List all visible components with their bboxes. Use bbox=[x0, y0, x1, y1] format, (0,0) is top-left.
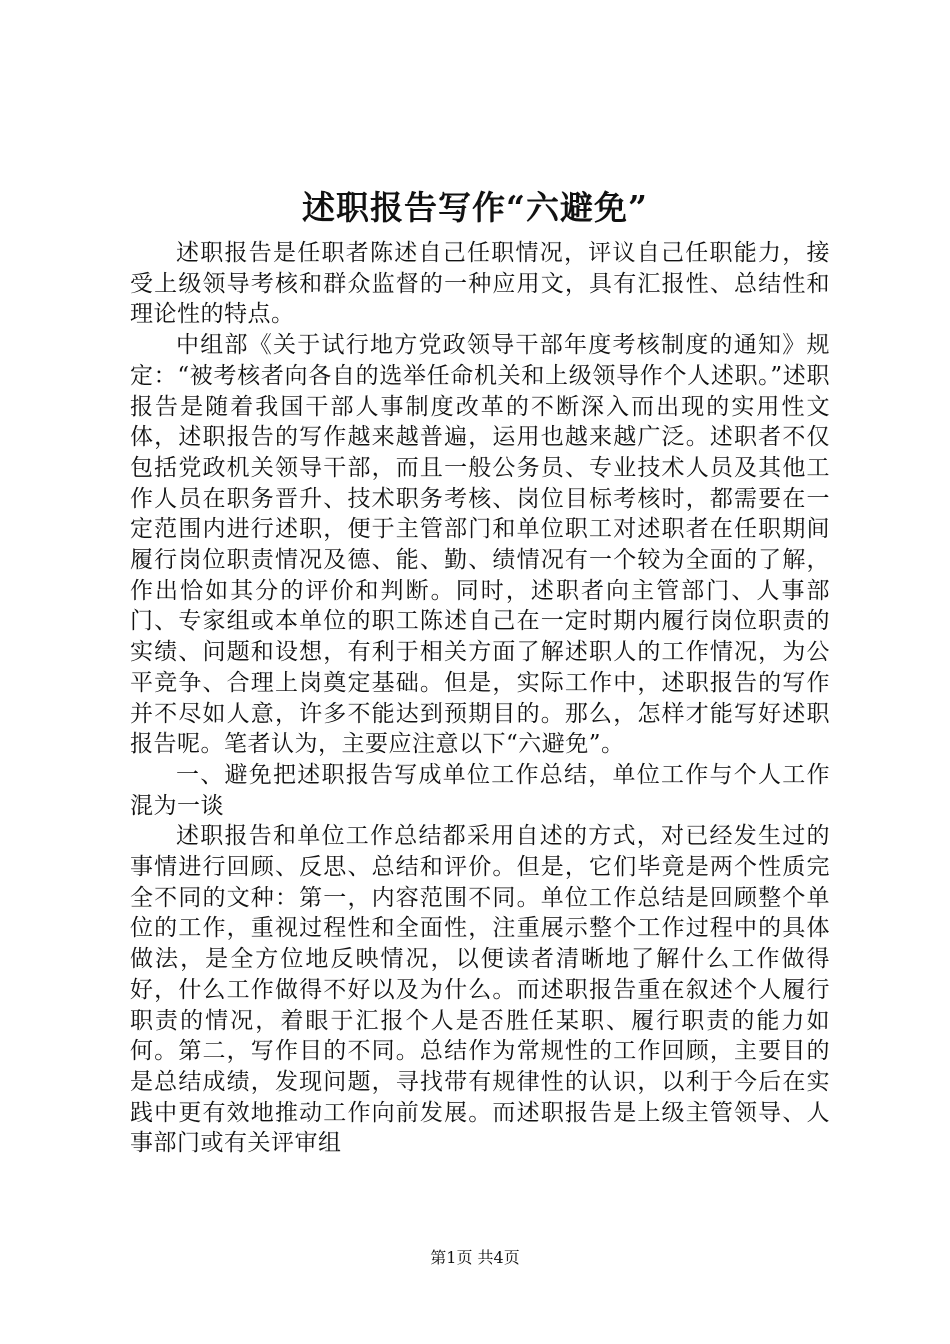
document-title: 述职报告写作“六避免” bbox=[302, 188, 648, 227]
page-number: 第1页 共4页 bbox=[430, 1248, 520, 1267]
paragraph-intro: 述职报告是任职者陈述自己任职情况，评议自己任职能力，接受上级领导考核和群众监督的一种应用文，具有汇报性、总结性和理论性的特点。 bbox=[130, 240, 830, 328]
section-heading-1: 一、避免把述职报告写成单位工作总结，单位工作与个人工作混为一谈 bbox=[130, 761, 830, 819]
paragraph-section-1: 述职报告和单位工作总结都采用自述的方式，对已经发生过的事情进行回顾、反思、总结和评价。但是，它们毕竟是两个性质完全不同的文种：第一，内容范围不同。单位工作总结是回顾整个单位的工作，重视过程性和全面性，注重展示整个工作过程中的具体做法，是全方位地反映情况，以便读者清晰地了解什么工作做得好，什么工作做得不好以及为什么。而述职报告重在叙述个人履行职责的情况，着眼于汇报个人是否胜任某职、履行职责的能力如何。第二，写作目的不同。总结作为常规性的工作回顾，主要目的是总结成绩，发现问题，寻找带有规律性的认识，以利于今后在实践中更有效地推动工作向前发展。而述职报告是上级主管领导、人事部门或有关评审组 bbox=[130, 823, 830, 1157]
paragraph-background: 中组部《关于试行地方党政领导干部年度考核制度的通知》规定：“被考核者向各自的选举任命机关和上级领导作个人述职。”述职报告是随着我国干部人事制度改革的不断深入而出现的实用性文体，述职报告的写作越来越普遍，运用也越来越广泛。述职者不仅包括党政机关领导干部，而且一般公务员、专业技术人员及其他工作人员在职务晋升、技术职务考核、岗位目标考核时，都需要在一定范围内进行述职，便于主管部门和单位职工对述职者在任职期间履行岗位职责情况及德、能、勤、绩情况有一个较为全面的了解，作出恰如其分的评价和判断。同时，述职者向主管部门、人事部门、专家组或本单位的职工陈述自己在一定时期内履行岗位职责的实绩、问题和设想，有利于相关方面了解述职人的工作情况，为公平竞争、合理上岗奠定基础。但是，实际工作中，述职报告的写作并不尽如人意，许多不能达到预期目的。那么，怎样才能写好述职报告呢。笔者认为，主要应注意以下“六避免”。 bbox=[130, 332, 830, 758]
document-body bbox=[130, 238, 830, 1159]
